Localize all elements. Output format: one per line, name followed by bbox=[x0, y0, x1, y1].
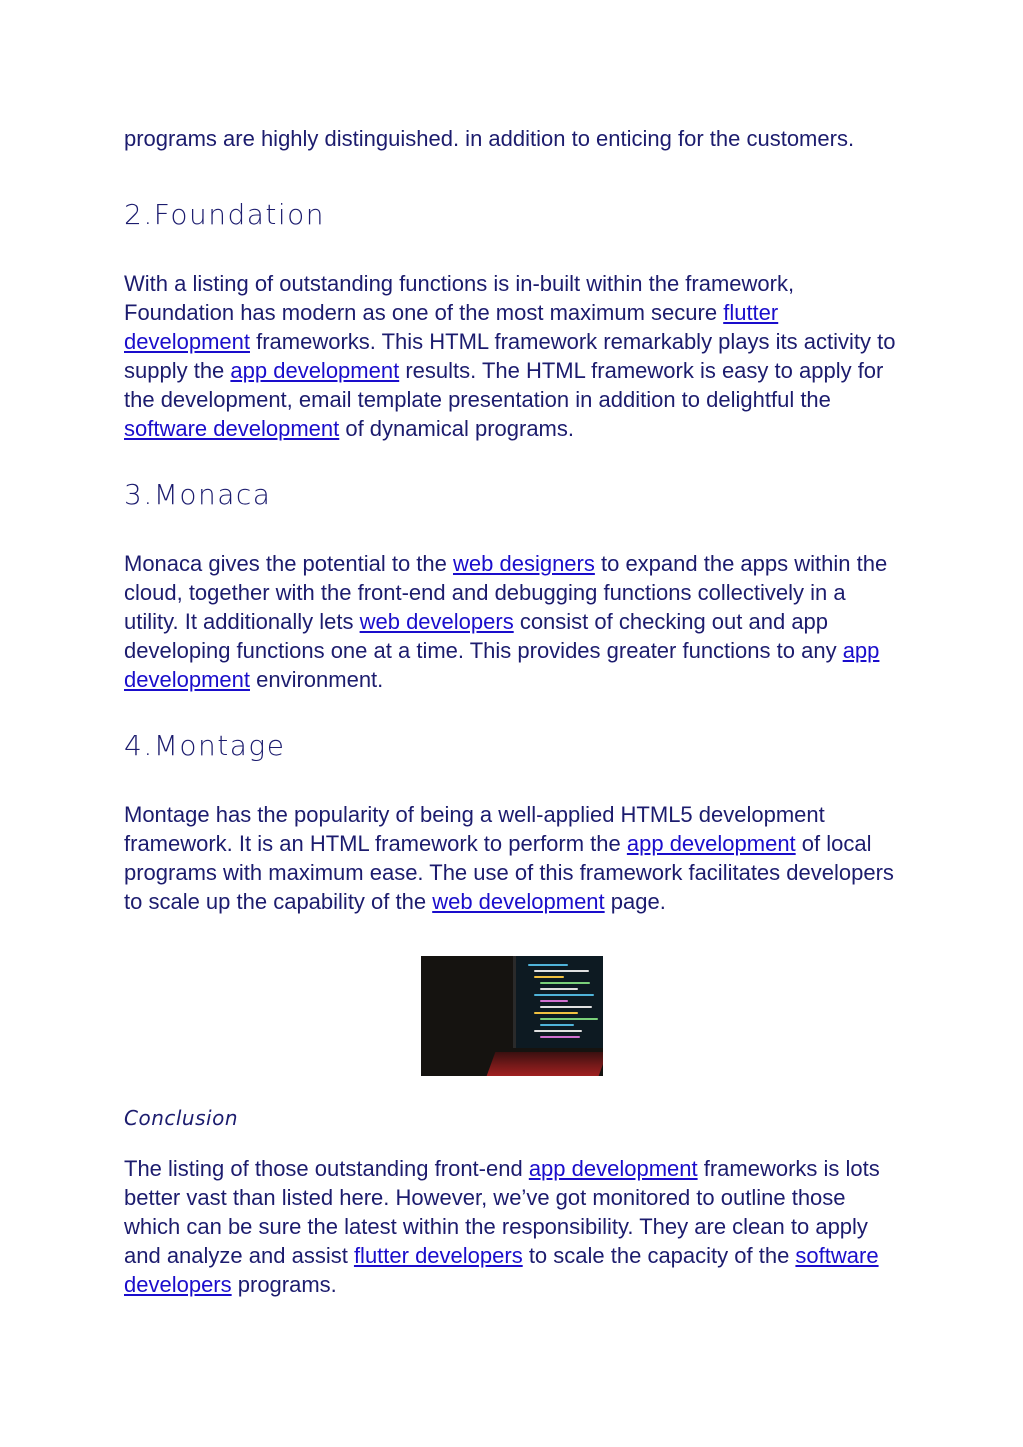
conclusion-paragraph bbox=[124, 1154, 899, 1299]
paragraph-text: results. The HTML framework is easy to apply for the development, email template presentation in addition to delightful the bbox=[124, 358, 884, 412]
inline-link[interactable]: app development bbox=[230, 358, 400, 383]
section-heading-montage: 4.Montage bbox=[124, 729, 286, 762]
paragraph-text: environment. bbox=[249, 667, 384, 692]
paragraph-text: of dynamical programs. bbox=[339, 416, 574, 441]
inline-link[interactable]: web development bbox=[432, 889, 605, 914]
montage-paragraph bbox=[124, 800, 899, 916]
monaca-paragraph bbox=[124, 549, 899, 694]
paragraph-text: of local programs with maximum ease. The use of this framework facilitates developers to scale up the capability of the bbox=[124, 831, 894, 914]
paragraph-text: Montage has the popularity of being a well-applied HTML5 development framework. It is an HTML framework to perform the bbox=[124, 802, 825, 856]
inline-link[interactable]: app development bbox=[626, 831, 796, 856]
inline-link[interactable]: flutter developers bbox=[353, 1243, 523, 1268]
inline-link[interactable]: app development bbox=[124, 638, 880, 692]
paragraph-text: consist of checking out and app developing functions one at a time. This provides greater functions to any bbox=[124, 609, 843, 663]
inline-link[interactable]: software developers bbox=[124, 1243, 879, 1297]
inline-link[interactable]: flutter development bbox=[124, 300, 779, 354]
paragraph-text: programs. bbox=[231, 1272, 337, 1297]
laptop-code-image bbox=[421, 956, 603, 1076]
foundation-paragraph bbox=[124, 269, 899, 443]
paragraph-text: frameworks. This HTML framework remarkably plays its activity to supply the bbox=[124, 329, 896, 383]
paragraph-text: frameworks is lots better vast than listed here. However, we’ve got monitored to outline those which can be sure the latest within the responsibility. They are clean to apply and analyze and assist bbox=[124, 1156, 880, 1268]
paragraph-text: Monaca gives the potential to the bbox=[124, 551, 453, 576]
document-page bbox=[124, 124, 899, 1299]
inline-link[interactable]: web developers bbox=[359, 609, 514, 634]
paragraph-text: With a listing of outstanding functions is in-built within the framework, Foundation has modern as one of the most maximum secure bbox=[124, 271, 795, 325]
section-heading-monaca: 3.Monaca bbox=[124, 478, 272, 511]
paragraph-text: page. bbox=[604, 889, 666, 914]
paragraph-text: to scale the capacity of the bbox=[522, 1243, 796, 1268]
inline-link[interactable]: software development bbox=[124, 416, 340, 441]
inline-link[interactable]: app development bbox=[528, 1156, 698, 1181]
section-heading-foundation: 2.Foundation bbox=[124, 198, 326, 231]
laptop-screen bbox=[513, 956, 603, 1048]
paragraph-text: The listing of those outstanding front-end bbox=[124, 1156, 529, 1181]
paragraph-text: to expand the apps within the cloud, together with the front-end and debugging functions collectively in a utility. It additionally lets bbox=[124, 551, 888, 634]
laptop-keyboard bbox=[486, 1052, 602, 1076]
conclusion-heading: Conclusion bbox=[124, 1106, 238, 1130]
intro-paragraph: programs are highly distinguished. in addition to enticing for the customers. bbox=[124, 126, 855, 151]
inline-link[interactable]: web designers bbox=[453, 551, 595, 576]
